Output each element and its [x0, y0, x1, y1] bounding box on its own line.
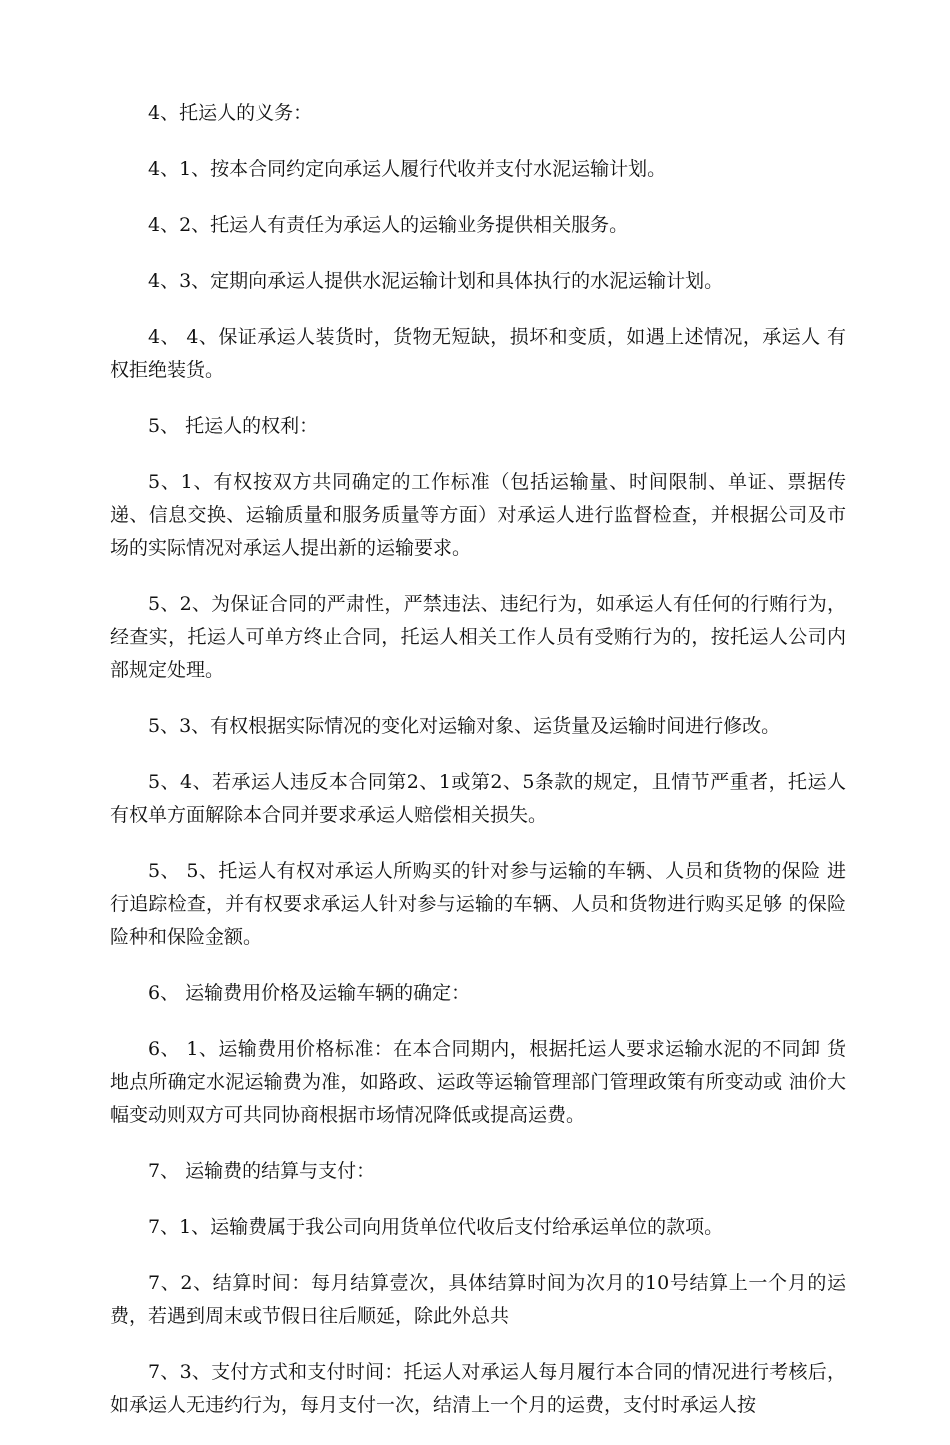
clause-4-1: 4、1、按本合同约定向承运人履行代收并支付水泥运输计划。 — [148, 158, 667, 180]
clause-7-2: 7、2、结算时间：每月结算壹次，具体结算时间为次月的10号结算上一个月的运费，若遇到周末或节假日往后顺延，除此外总共 — [110, 1272, 846, 1327]
clause-5-4: 5、4、若承运人违反本合同第2、1或第2、5条款的规定，且情节严重者，托运人有权单方面解除本合同并要求承运人赔偿相关损失。 — [110, 771, 846, 826]
clause-5-3: 5、3、有权根据实际情况的变化对运输对象、运货量及运输时间进行修改。 — [148, 715, 781, 737]
clause-4-2: 4、2、托运人有责任为承运人的运输业务提供相关服务。 — [148, 214, 629, 236]
clause-4-heading: 4、托运人的义务： — [148, 102, 313, 124]
clause-7-3: 7、3、支付方式和支付时间：托运人对承运人每月履行本合同的情况进行考核后，如承运人无违约行为，每月支付一次，结清上一个月的运费，支付时承运人按 — [110, 1361, 846, 1416]
document-body — [110, 97, 846, 1445]
clause-7-1: 7、1、运输费属于我公司向用货单位代收后支付给承运单位的款项。 — [148, 1216, 724, 1238]
clause-6-1: 6、 1、运输费用价格标准：在本合同期内，根据托运人要求运输水泥的不同卸 货地点所确定水泥运输费为准，如路政、运政等运输管理部门管理政策有所变动或 油价大幅变动则双方可共同协商根据市场情况降低或提高运费。 — [110, 1038, 846, 1126]
clause-5-2: 5、2、为保证合同的严肃性，严禁违法、违纪行为，如承运人有任何的行贿行为，经查实，托运人可单方终止合同，托运人相关工作人员有受贿行为的，按托运人公司内部规定处理。 — [110, 593, 846, 681]
clause-5-heading: 5、 托运人的权利： — [148, 415, 319, 437]
clause-5-1: 5、1、有权按双方共同确定的工作标准（包括运输量、时间限制、单证、票据传递、信息交换、运输质量和服务质量等方面）对承运人进行监督检查，并根据公司及市场的实际情况对承运人提出新的运输要求。 — [110, 471, 846, 559]
clause-7-heading: 7、 运输费的结算与支付： — [148, 1160, 376, 1182]
clause-6-heading: 6、 运输费用价格及运输车辆的确定： — [148, 982, 471, 1004]
clause-4-4: 4、 4、保证承运人装货时，货物无短缺，损坏和变质，如遇上述情况，承运人 有权拒绝装货。 — [110, 326, 846, 381]
clause-4-3: 4、3、定期向承运人提供水泥运输计划和具体执行的水泥运输计划。 — [148, 270, 724, 292]
clause-5-5: 5、 5、托运人有权对承运人所购买的针对参与运输的车辆、人员和货物的保险 进行追踪检查，并有权要求承运人针对参与运输的车辆、人员和货物进行购买足够 的保险险种和保险金额。 — [110, 860, 846, 948]
